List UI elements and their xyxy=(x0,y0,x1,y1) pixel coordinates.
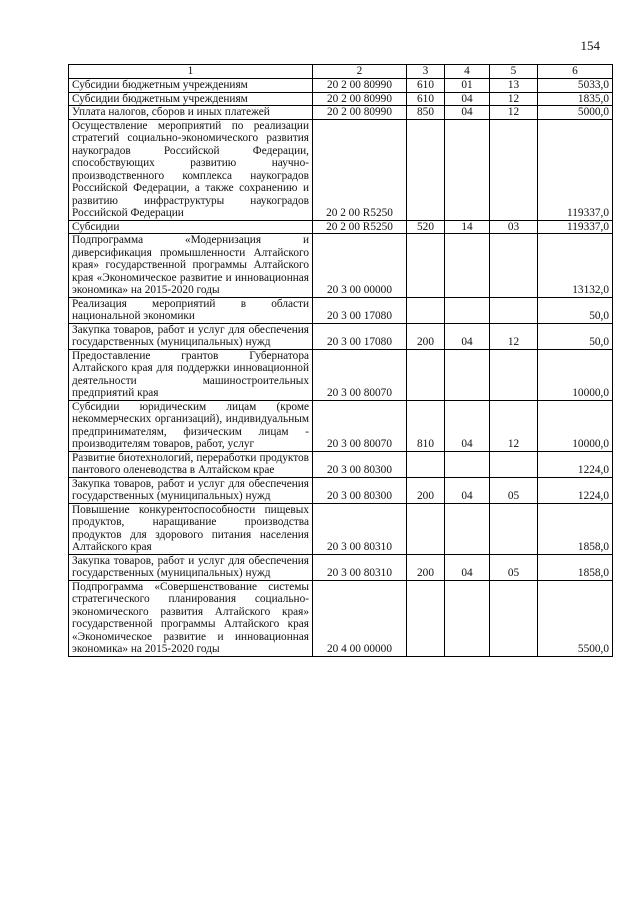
amount-cell: 10000,0 xyxy=(538,349,613,400)
amount-cell: 10000,0 xyxy=(538,400,613,451)
amount-cell: 5000,0 xyxy=(538,106,613,120)
item-name-cell: Закупка товаров, работ и услуг для обеспечения государственных (муниципальных) нужд xyxy=(69,323,313,349)
target-code-cell: 20 3 00 00000 xyxy=(313,234,407,298)
item-name-cell: Развитие биотехнологий, переработки продуктов пантового оленеводства в Алтайском крае xyxy=(69,451,313,477)
table-row xyxy=(69,349,613,400)
item-name-cell: Подпрограмма «Совершенствование системы стратегического планирования социально-экономического развития Алтайского края» государственной программы Алтайского края «Экономическое развитие и инновационная экономика» на 2015-2020 годы xyxy=(69,580,313,656)
expense-type-cell xyxy=(407,580,445,656)
expense-type-cell xyxy=(407,234,445,298)
subsection-cell xyxy=(490,451,538,477)
target-code-cell: 20 3 00 80070 xyxy=(313,400,407,451)
subsection-cell: 05 xyxy=(490,554,538,580)
section-cell xyxy=(445,349,490,400)
table-row xyxy=(69,297,613,323)
table-row xyxy=(69,554,613,580)
expense-type-cell: 200 xyxy=(407,554,445,580)
subsection-cell xyxy=(490,349,538,400)
table-row xyxy=(69,477,613,503)
table-row xyxy=(69,106,613,120)
target-code-cell: 20 3 00 17080 xyxy=(313,323,407,349)
table-row xyxy=(69,92,613,106)
table-row xyxy=(69,234,613,298)
amount-cell: 1858,0 xyxy=(538,554,613,580)
item-name-cell: Субсидии юридическим лицам (кроме некоммерческих организаций), индивидуальным предпринимателям, физическим лицам - производителям товаров, работ, услуг xyxy=(69,400,313,451)
item-name-cell: Реализация мероприятий в области национальной экономики xyxy=(69,297,313,323)
section-cell xyxy=(445,297,490,323)
budget-table xyxy=(68,64,613,657)
table-row xyxy=(69,451,613,477)
section-cell xyxy=(445,451,490,477)
table-row xyxy=(69,503,613,554)
item-name-cell: Закупка товаров, работ и услуг для обеспечения государственных (муниципальных) нужд xyxy=(69,477,313,503)
amount-cell: 5500,0 xyxy=(538,580,613,656)
expense-type-cell: 200 xyxy=(407,477,445,503)
amount-cell: 119337,0 xyxy=(538,220,613,234)
expense-type-cell: 850 xyxy=(407,106,445,120)
expense-type-cell: 610 xyxy=(407,92,445,106)
amount-cell: 1835,0 xyxy=(538,92,613,106)
subsection-cell: 03 xyxy=(490,220,538,234)
target-code-cell: 20 2 00 R5250 xyxy=(313,220,407,234)
table-row xyxy=(69,323,613,349)
section-cell: 04 xyxy=(445,477,490,503)
column-header: 4 xyxy=(445,65,490,79)
target-code-cell: 20 2 00 80990 xyxy=(313,92,407,106)
table-row xyxy=(69,119,613,220)
expense-type-cell xyxy=(407,119,445,220)
subsection-cell: 12 xyxy=(490,323,538,349)
target-code-cell: 20 3 00 17080 xyxy=(313,297,407,323)
expense-type-cell xyxy=(407,451,445,477)
expense-type-cell: 610 xyxy=(407,79,445,93)
subsection-cell: 05 xyxy=(490,477,538,503)
expense-type-cell: 520 xyxy=(407,220,445,234)
page-number: 154 xyxy=(580,38,600,53)
item-name-cell: Закупка товаров, работ и услуг для обеспечения государственных (муниципальных) нужд xyxy=(69,554,313,580)
section-cell: 04 xyxy=(445,323,490,349)
target-code-cell: 20 2 00 R5250 xyxy=(313,119,407,220)
amount-cell: 1224,0 xyxy=(538,451,613,477)
item-name-cell: Субсидии xyxy=(69,220,313,234)
amount-cell: 50,0 xyxy=(538,297,613,323)
target-code-cell: 20 3 00 80300 xyxy=(313,451,407,477)
column-header: 1 xyxy=(69,65,313,79)
subsection-cell xyxy=(490,580,538,656)
item-name-cell: Осуществление мероприятий по реализации стратегий социально-экономического развития наукоградов Российской Федерации, способствующих развитию научно-производственного комплекса наукоградов Российской Федерации, а также сохранению и развитию инфраструктуры наукоградов Российской Федерации xyxy=(69,119,313,220)
subsection-cell xyxy=(490,297,538,323)
target-code-cell: 20 3 00 80310 xyxy=(313,503,407,554)
item-name-cell: Повышение конкурентоспособности пищевых продуктов, наращивание производства продуктов для здорового питания населения Алтайского края xyxy=(69,503,313,554)
subsection-cell xyxy=(490,503,538,554)
target-code-cell: 20 2 00 80990 xyxy=(313,79,407,93)
item-name-cell: Субсидии бюджетным учреждениям xyxy=(69,79,313,93)
table-row xyxy=(69,580,613,656)
target-code-cell: 20 3 00 80300 xyxy=(313,477,407,503)
table-row xyxy=(69,220,613,234)
expense-type-cell: 810 xyxy=(407,400,445,451)
subsection-cell xyxy=(490,119,538,220)
amount-cell: 5033,0 xyxy=(538,79,613,93)
column-header: 3 xyxy=(407,65,445,79)
section-cell: 14 xyxy=(445,220,490,234)
column-header: 2 xyxy=(313,65,407,79)
section-cell: 04 xyxy=(445,554,490,580)
expense-type-cell: 200 xyxy=(407,323,445,349)
expense-type-cell xyxy=(407,503,445,554)
column-header: 6 xyxy=(538,65,613,79)
table-header-row xyxy=(69,65,613,79)
section-cell xyxy=(445,119,490,220)
table-row xyxy=(69,79,613,93)
section-cell xyxy=(445,503,490,554)
section-cell: 04 xyxy=(445,400,490,451)
subsection-cell xyxy=(490,234,538,298)
amount-cell: 13132,0 xyxy=(538,234,613,298)
expense-type-cell xyxy=(407,349,445,400)
target-code-cell: 20 3 00 80310 xyxy=(313,554,407,580)
expense-type-cell xyxy=(407,297,445,323)
amount-cell: 1858,0 xyxy=(538,503,613,554)
item-name-cell: Предоставление грантов Губернатора Алтайского края для поддержки инновационной деятельности машиностроительных предприятий края xyxy=(69,349,313,400)
column-header: 5 xyxy=(490,65,538,79)
subsection-cell: 12 xyxy=(490,92,538,106)
section-cell xyxy=(445,234,490,298)
target-code-cell: 20 2 00 80990 xyxy=(313,106,407,120)
target-code-cell: 20 3 00 80070 xyxy=(313,349,407,400)
section-cell: 04 xyxy=(445,92,490,106)
section-cell: 04 xyxy=(445,106,490,120)
target-code-cell: 20 4 00 00000 xyxy=(313,580,407,656)
amount-cell: 1224,0 xyxy=(538,477,613,503)
amount-cell: 119337,0 xyxy=(538,119,613,220)
item-name-cell: Уплата налогов, сборов и иных платежей xyxy=(69,106,313,120)
subsection-cell: 13 xyxy=(490,79,538,93)
section-cell xyxy=(445,580,490,656)
item-name-cell: Субсидии бюджетным учреждениям xyxy=(69,92,313,106)
section-cell: 01 xyxy=(445,79,490,93)
item-name-cell: Подпрограмма «Модернизация и диверсификация промышленности Алтайского края» государственной программы Алтайского края «Экономическое развитие и инновационная экономика» на 2015-2020 годы xyxy=(69,234,313,298)
subsection-cell: 12 xyxy=(490,106,538,120)
amount-cell: 50,0 xyxy=(538,323,613,349)
table-row xyxy=(69,400,613,451)
subsection-cell: 12 xyxy=(490,400,538,451)
